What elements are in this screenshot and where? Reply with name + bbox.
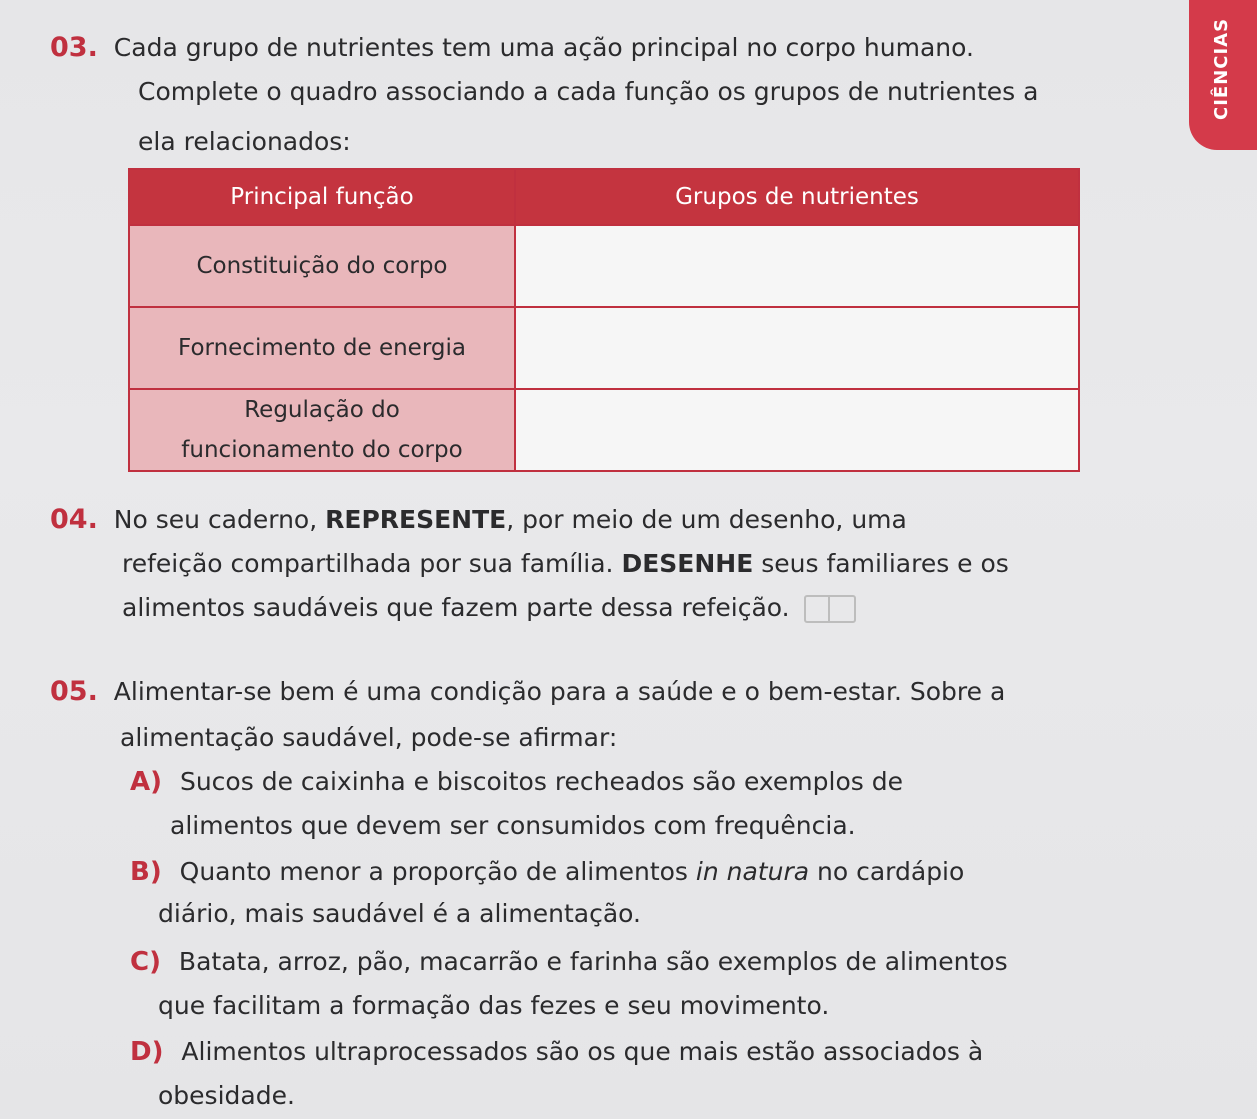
- q04-line3: [122, 586, 856, 630]
- q04-number: 04.: [50, 504, 98, 535]
- answer-cell[interactable]: [515, 389, 1079, 471]
- option-b-text-1b: no cardápio: [809, 857, 965, 886]
- q03-text-2: Complete o quadro associando a cada função os grupos de nutrientes a: [138, 77, 1039, 106]
- answer-cell[interactable]: [515, 225, 1079, 307]
- option-d-text-2: obesidade.: [158, 1081, 295, 1110]
- option-b-text-italic: in natura: [695, 857, 810, 886]
- q05-number: 05.: [50, 676, 98, 707]
- q05-line1: [50, 670, 1005, 714]
- function-cell: Constituição do corpo: [129, 225, 515, 307]
- option-d-letter: D): [130, 1037, 164, 1067]
- q03-text-1: Cada grupo de nutrientes tem uma ação principal no corpo humano.: [113, 33, 974, 62]
- table-header-row: [129, 169, 1079, 225]
- option-c-letter: C): [130, 947, 161, 977]
- function-cell-line2: funcionamento do corpo: [181, 437, 463, 463]
- option-b-letter: B): [130, 857, 162, 887]
- q04-text-1c: , por meio de um desenho, uma: [506, 505, 907, 534]
- option-b-text-2: diário, mais saudável é a alimentação.: [158, 899, 641, 928]
- function-cell: [129, 389, 515, 471]
- option-c-text-2: que facilitam a formação das fezes e seu movimento.: [158, 991, 830, 1020]
- option-a[interactable]: [130, 760, 903, 804]
- option-b-text-1a: Quanto menor a proporção de alimentos: [179, 857, 696, 886]
- q04-text-1a: No seu caderno,: [113, 505, 326, 534]
- q04-text-2b: DESENHE: [621, 549, 754, 578]
- q04-line2: [122, 542, 1009, 586]
- q03-line1: [50, 26, 974, 70]
- q04-text-2c: seus familiares e os: [753, 549, 1009, 578]
- option-c-text-1: Batata, arroz, pão, macarrão e farinha são exemplos de alimentos: [178, 947, 1008, 976]
- function-cell-line1: Regulação do: [244, 397, 400, 423]
- table-row: [129, 389, 1079, 471]
- subject-label: CIÊNCIAS: [1211, 17, 1232, 120]
- q05-text-2: alimentação saudável, pode-se afirmar:: [120, 723, 618, 752]
- subject-side-tab: [1189, 0, 1257, 150]
- option-d[interactable]: [130, 1030, 983, 1074]
- q04-text-1b: REPRESENTE: [325, 505, 507, 534]
- option-b[interactable]: [130, 850, 964, 894]
- notebook-icon: [804, 595, 856, 623]
- table-row: [129, 307, 1079, 389]
- table-row: [129, 225, 1079, 307]
- option-d-text-1: Alimentos ultraprocessados são os que mais estão associados à: [181, 1037, 984, 1066]
- q05-text-1: Alimentar-se bem é uma condição para a saúde e o bem-estar. Sobre a: [113, 677, 1006, 706]
- header-principal-funcao: Principal função: [129, 169, 515, 225]
- q04-text-2a: refeição compartilhada por sua família.: [122, 549, 622, 578]
- option-a-text-1: Sucos de caixinha e biscoitos recheados são exemplos de: [179, 767, 903, 796]
- header-grupos-nutrientes: Grupos de nutrientes: [515, 169, 1079, 225]
- option-a-text-2: alimentos que devem ser consumidos com frequência.: [170, 811, 856, 840]
- answer-cell[interactable]: [515, 307, 1079, 389]
- function-cell: Fornecimento de energia: [129, 307, 515, 389]
- nutrients-table: [128, 168, 1080, 472]
- option-a-letter: A): [130, 767, 163, 797]
- q03-text-3: ela relacionados:: [138, 127, 351, 156]
- q04-line1: [50, 498, 907, 542]
- q04-text-3: alimentos saudáveis que fazem parte dessa refeição.: [122, 593, 790, 622]
- q03-number: 03.: [50, 32, 98, 63]
- option-c[interactable]: [130, 940, 1008, 984]
